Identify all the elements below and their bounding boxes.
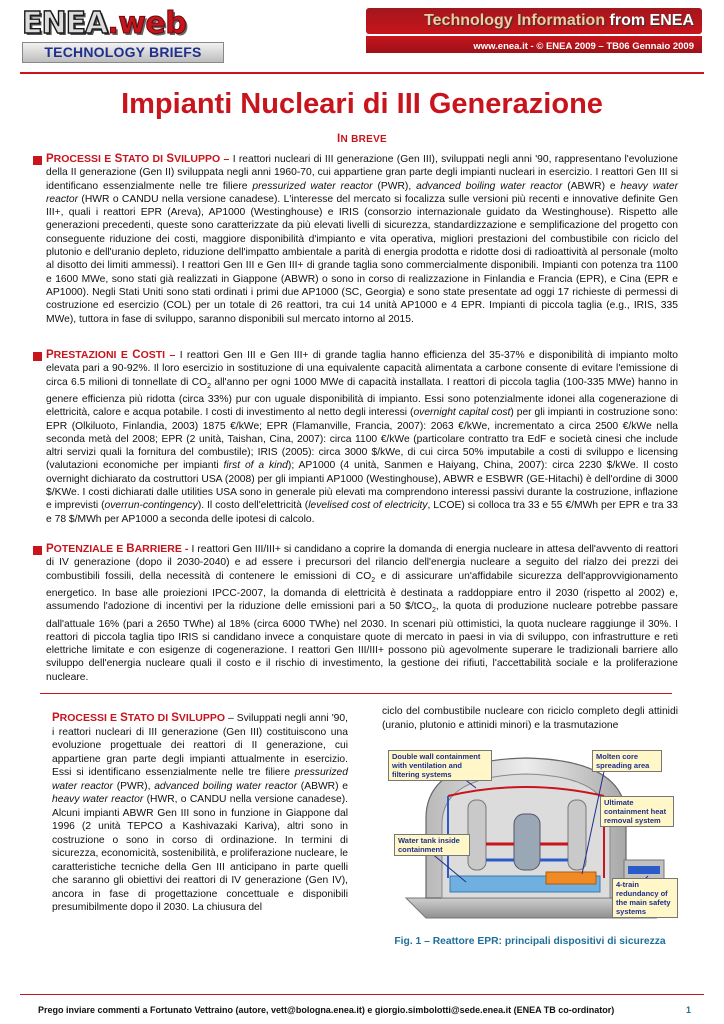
label-redundancy: 4-train redundancy of the main safety systems <box>612 878 678 918</box>
section-divider <box>40 693 672 694</box>
header-right <box>366 8 702 53</box>
left-column-heading: PROCESSI E STATO DI SVILUPPO <box>52 712 226 724</box>
bullet-square-icon <box>33 546 42 555</box>
bullet-square-icon <box>33 352 42 361</box>
label-water-tank: Water tank inside containment <box>394 834 470 856</box>
left-column: PROCESSI E STATO DI SVILUPPO – Sviluppati negli anni '90, i reattori nucleari di III generazione (Gen III) costituiscono una evoluzione progettuale dei reattori di II generazione, cui appartiene gran parte degli impianti attualmente in esercizio. Essi si identificano essenzialmente nelle tre filiere pressurized water reactor (PWR), advanced boiling water reactor (ABWR) e heavy water reactor (HWR, o CANDU nella versione canadese). Alcuni impianti ABWR Gen III sono in funzione in Giappone dal 1996 (2 unità TEPCO a Kashivazaki Kariva), altri sono in costruzione o sono in corso di ordinazione. In termini di sicurezza, economicità, sostenibilità, e proliferazione nucleare, le caratteristiche tecniche della Gen III anticipano in parte quelli che saranno gli obiettivi dei reattori di IV generazione (Gen IV), ancora in fase di progettazione concettuale e disponibili presumibilmente dopo il 2030. La chiusura del <box>52 712 348 913</box>
section-heading: PRESTAZIONI E COSTI – <box>46 349 180 361</box>
section-heading: POTENZIALE E BARRIERE - <box>46 543 192 555</box>
section-prestazioni: PRESTAZIONI E COSTI – I reattori Gen III e Gen III+ di grande taglia hanno efficienza del 35-37% e disponibilità di impianto molto elevata pari a 90-92%. Il loro esercizio in sostituzione di una equivalente capacità alimentata a carbone consente di evitare l'emissione di circa 6.5 milioni di tonnellate di $CO_2$ all'anno per ogni 1000 MWe di capacità installata. I reattori di piccola taglia (100-335 MWe) hanno in genere efficienza più ridotta (circa 33%) pur con uguale disponibilità di impianto. Essi sono potenzialmente idonei alla cogenerazione di elettricità, calore e acqua potabile. I costi di investimento al netto degli interessi (overnight capital cost) per gli impianti in costruzione sono: EPR (Olkiluoto, Finlandia, 2003) 1875 €/kWe; EPR (Flamanville, Francia, 2007): 2063 €/kWe, incrementato a circa 2500 €/kWe nella seconda metà del 2008; EPR (2 unità, Taishan, Cina, 2007): circa 1100 €/kWe (particolare contratto tra EdF e società cinesi che include altri servizi quali la fornitura del combustile); IRIS (2005): circa 3000 $/kWe, di cui circa 50% imputabile a costi di sviluppo e licensing (valutazioni economiche per impianti first of a kind); AP1000 (4 unità, Sanmen e Haiyang, China, 2007): circa 2230 $/kWe. Il costo overnight dichiarato da costruttori USA (2008) per gli impianti AP1000 (Westinghouse), ABWR e ESBWR (GE-Hitachi) è dell'ordine di 3000 $/KWe. I costi dichiarati dalle utilities USA sono in generale più elevati ma comprendono interessi passivi durante la costruzione, inflazione e imprevisti (overrun-contingency). Il costo dell'elettricità (levelised cost of electricity, LCOE) si colloca tra 33 e 55 €/MWh per EPR e tra 33 e 78 $/MWh per AP1000 a seconda delle ipotesi di calcolo. <box>46 349 678 526</box>
page-number: 1 <box>686 1005 692 1015</box>
header-sub-banner <box>366 36 702 53</box>
section-processi: PROCESSI E STATO DI SVILUPPO – I reattori nucleari di III generazione (Gen III), sviluppati negli anni '90, rappresentano l'evoluzione della II generazione (Gen II) sviluppata negli anni 1960-70, cui appartiene gran parte degli impianti nucleari in esercizio. I reattori Gen III si identificano essenzialmente nelle tre filiere pressurized water reactor (PWR), advanced boiling water reactor (ABWR) e heavy water reactor (HWR o CANDU nella versione canadese). L'interesse del mercato si focalizza sulle versioni più recenti e innovative definite Gen III+, quali i reattori EPR (Areva), AP1000 (Westinghouse) e IRIS (consorzio internazionale guidato da Westinghouse). Rispetto alle generazioni precedenti, queste sono caratterizzate da più elevati livelli di sicurezza, standardizzazione e semplificazione del progetto con conseguente riduzione dei costi, maggiore disponibilità d'impianto e vita operativa, migliori prestazioni del combustibile con riciclo del plutonio e dell'uranio depleto, riduzione dell'impatto ambientale a parità di energia prodotta e ridotte dosi di radioattività al personale (molto al disotto dei limiti ammessi). I reattori Gen III e Gen III+ di grande taglia sono commercialmente disponibili. Impianti con potenza tra 1100 e 1600 MWe, sono stati già realizzati in Giappone (ABWR) o sono in corso di realizzazione in Finlandia e Francia (EPR), e Cina (EPR e AP1000). Negli Stati Uniti sono stati ordinati i primi due AP1000 (SC, Georgia) e sono state presentate ad oggi 17 richieste di permessi di costruzione ed esercizio (COL) per un totale di 26 reattori, tra cui 14 unità AP1000 e 4 EPR. Impianti di piccola taglia (e.g., IRIS, 335 MWe), tuttora in fase di sviluppo, saranno disponibili sul mercato intorno al 2015. <box>46 153 678 326</box>
tech-info-a: Technology <box>424 12 513 29</box>
tech-info-c: from ENEA <box>605 12 694 29</box>
logo-web-text: .web <box>107 6 187 41</box>
section-potenziale: POTENZIALE E BARRIERE - I reattori Gen III/III+ si candidano a coprire la domanda di energia nucleare in attesa dell'avvento di reattori di IV generazione (dopo il 2030-2040) e ad essere i precursori del rilancio dell'energia nucleare a seguito del rialzo dei prezzi dei combustibili fossili, della necessità di contenere le emissioni di $CO_2$ e di assicurare un'affidabile sicurezza dell'approvvigionamento energetico. In base alle proiezioni IPCC-2007, la domanda di elettricità è destinata a raddoppiare entro il 2030 (rispetto al 2002) e, assumendo l'adozione di incentivi per la riduzione delle emissioni pari a 50 $/tCO$_2$, la quota di produzione nucleare potrebbe passare dall'attuale 16% (pari a 2650 TWhe) al 18% (circa 6000 TWhe) nel 2030. In scenari più ottimistici, la quota nucleare raggiunge il 30%. I reattori di piccola taglia tipo IRIS si candidano invece a conquistare quote di mercato in paesi in via di sviluppo, con infrastrutture e reti elettriche limitate e con esigenze di cogenerazione. I reattori Gen III/III+ possono più agevolmente superare le tradizionali barriere allo sviluppo dell'energia nucleare quali il costo e il rischio di investimento, la gestione dei rifiuti, l'accettabilità sociale e la proliferazione nucleare. <box>46 543 678 684</box>
brand-logo <box>22 6 224 63</box>
label-ultimate-heat: Ultimate containment heat removal system <box>600 796 674 827</box>
right-column-text: ciclo del combustibile nucleare con riciclo completo degli attinidi (uranio, plutonio e attinidi minori) e la trasmutazione <box>382 706 678 731</box>
figure-caption: Fig. 1 – Reattore EPR: principali dispositivi di sicurezza <box>394 936 666 947</box>
footer-text: Prego inviare commenti a Fortunato Vettraino (autore, vett@bologna.enea.it) e giorgio.simbolotti@sede.enea.it (ENEA TB co-ordinator) <box>38 1005 615 1015</box>
label-molten-core: Molten core spreading area <box>592 750 662 772</box>
header-divider <box>20 72 704 74</box>
section-heading: PROCESSI E STATO DI SVILUPPO – <box>46 153 233 165</box>
technology-briefs-banner: TECHNOLOGY BRIEFS <box>22 42 224 63</box>
footer-divider <box>20 994 704 995</box>
page-title: Impianti Nucleari di III Generazione <box>121 88 603 120</box>
epr-reactor-figure <box>386 748 676 924</box>
header <box>0 0 724 76</box>
header-sub-text: www.enea.it - © ENEA 2009 – TB06 Gennaio 2009 <box>473 41 694 52</box>
logo-enea-text: ENEA <box>22 6 108 41</box>
label-double-wall: Double wall containment with ventilation and filtering systems <box>388 750 492 781</box>
in-breve-heading: IN BREVE <box>336 133 388 145</box>
bullet-square-icon <box>33 156 42 165</box>
tech-info-b: Information <box>512 12 606 29</box>
tech-info-banner <box>366 8 702 34</box>
